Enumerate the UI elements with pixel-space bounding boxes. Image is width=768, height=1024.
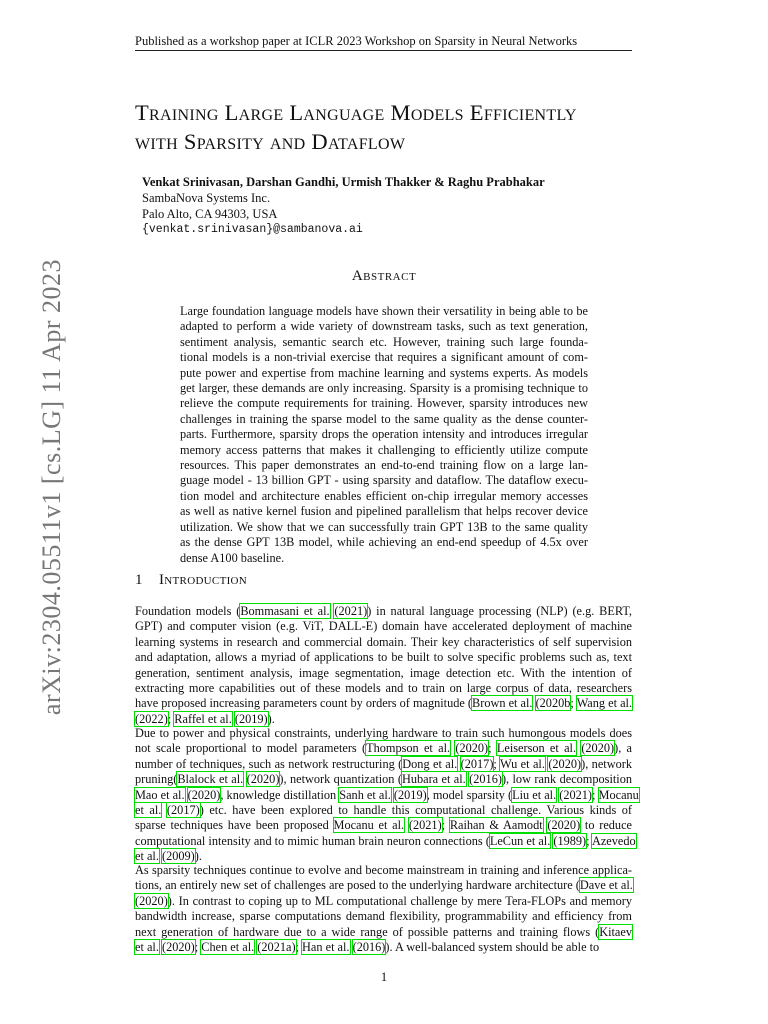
citation-link[interactable]: (2020) [547, 818, 581, 833]
citation-link[interactable]: LeCun et al. [489, 833, 551, 848]
text-run: ). A well-balanced system should be able to [385, 940, 600, 955]
abstract-heading: Abstract [351, 268, 417, 284]
abstract-line: utilization. We show that we can successfully train GPT 13B to the same quality [180, 519, 588, 534]
text-run: GPT) and computer vision (e.g. ViT, DALL-E) domain have accelerated deployment of machine [135, 619, 632, 634]
citation-link[interactable]: Dave et al. [579, 878, 633, 893]
abstract-body [180, 304, 588, 566]
author-block [142, 174, 545, 238]
citation-link[interactable]: Liu et al. [512, 787, 557, 802]
abstract-line: relieve the compute requirements for training. However, sparsity introduces new [180, 396, 588, 411]
citation-link[interactable]: Kitaev [599, 924, 632, 939]
citation-link[interactable]: (2017) [460, 756, 494, 771]
citation-link[interactable]: (2021) [408, 818, 442, 833]
text-run: , knowledge distillation [220, 787, 340, 802]
text-line [135, 925, 632, 940]
citation-link[interactable]: (2016) [352, 940, 386, 955]
text-run: Foundation models ( [135, 604, 241, 618]
citation-link[interactable]: (2020) [548, 756, 582, 771]
abstract-line: guage model - 13 billion GPT - using sparsity and dataflow. The dataflow execu- [180, 473, 588, 488]
citation-link[interactable]: Sanh et al. [339, 787, 391, 802]
author-email: {venkat.srinivasan}@sambanova.ai [142, 223, 363, 236]
abstract-line: dense A100 baseline. [180, 550, 285, 565]
abstract-line: as the dense GPT 13B model, while achieving an end-end speedup of 4.5x over [180, 535, 588, 550]
text-run: ) in natural language processing (NLP) (e.g. BERT, [367, 604, 632, 618]
citation-link[interactable]: (2020) [187, 787, 221, 802]
text-line [135, 635, 632, 650]
text-line [135, 604, 632, 619]
citation-link[interactable]: (2020) [161, 940, 195, 955]
text-run: ). [194, 849, 202, 864]
header-rule [135, 50, 632, 51]
citation-link[interactable]: Mocanu [598, 787, 639, 802]
citation-link[interactable]: (2022) [135, 711, 168, 726]
author-affiliation: SambaNova Systems Inc. [142, 191, 271, 205]
text-line [135, 696, 632, 711]
text-run: ; [167, 711, 175, 726]
paper-title-line-2: with Sparsity and Dataflow [135, 129, 406, 154]
text-run: pruning( [135, 772, 178, 787]
section-number: 1 [135, 572, 143, 588]
text-run: As sparsity techniques continue to evolve and become mainstream in training and inference applica- [135, 863, 632, 877]
text-line [135, 940, 632, 955]
abstract-line: memory access patterns that makes it challenging to efficiently utilize compute [180, 442, 588, 457]
citation-link[interactable]: (2020) [581, 741, 615, 756]
text-run: to reduce [580, 818, 632, 833]
citation-link[interactable]: et al. [135, 940, 159, 955]
citation-link[interactable]: et al. [135, 803, 162, 818]
abstract-line: tional models is a non-trivial exercise that requires a significant amount of com- [180, 350, 588, 365]
citation-link[interactable]: Brown et al. [472, 696, 533, 711]
text-run: ; [194, 940, 202, 955]
citation-link[interactable]: Thompson et al. [366, 741, 451, 756]
intro-paragraph-3 [135, 863, 632, 955]
citation-link[interactable]: Hubara et al. [401, 772, 466, 787]
text-line [135, 681, 632, 696]
abstract-line: adapted to perform a wide variety of downstream tasks, such as text generation, [180, 319, 588, 334]
abstract-line: tion model and architecture enables efficient on-chip irregular memory accesses [180, 488, 588, 503]
citation-link[interactable]: Wang et al. [576, 696, 633, 711]
text-line [135, 863, 632, 878]
text-line [135, 787, 639, 803]
text-line [135, 741, 632, 756]
text-run: computational intensity and to mimic human brain neuron connections ( [135, 833, 490, 848]
text-run: ), network [581, 756, 632, 771]
intro-paragraph-1 [135, 604, 632, 727]
citation-link[interactable]: (2020) [455, 741, 489, 756]
text-run: ). In contrast to coping up to ML computational challenge by mere Tera-FLOPs and memory [167, 893, 632, 908]
abstract-line: parts. Furthermore, sparsity drops the operation intensity and introduces irregular [180, 427, 588, 442]
citation-link[interactable]: (2021a) [257, 940, 296, 955]
text-run: extracting more capabilities out of these models and to train on large corpus of data, researchers [135, 681, 632, 696]
text-run: ; [441, 818, 450, 833]
arxiv-identifier-stamp: arXiv:2304.05511v1 [cs.LG] 11 Apr 2023 [37, 258, 66, 716]
text-run: , model sparsity ( [426, 787, 513, 802]
abstract-line: pute power and expertise from machine learning and systems experts. As models [180, 365, 588, 380]
text-run: ) etc. have been explored to handle this computational challenge. Various kinds of [199, 803, 633, 818]
citation-link[interactable]: Han et al. [302, 940, 350, 955]
text-run: sparse techniques have been proposed [135, 818, 334, 833]
citation-link[interactable]: (2020) [135, 893, 168, 908]
text-line [135, 818, 632, 833]
text-run: number of techniques, such as network restructuring ( [135, 756, 403, 771]
text-run: generation, sentiment analysis, image segmentation, image detection etc. With the intention of [135, 665, 632, 680]
citation-link[interactable]: Azevedo [591, 833, 636, 848]
citation-link[interactable]: (2020b [535, 696, 571, 711]
text-run: ), a [614, 741, 633, 756]
text-line [135, 757, 632, 772]
citation-link[interactable]: Mocanu et al. [333, 818, 405, 833]
section-heading-introduction [135, 572, 247, 589]
text-line [135, 726, 632, 741]
citation-link[interactable]: Bommasani et al. [240, 604, 330, 618]
text-line [135, 712, 632, 727]
citation-link[interactable]: (2017) [166, 803, 200, 818]
text-line [135, 619, 632, 634]
citation-link[interactable]: Raihan & Aamodt [449, 818, 543, 833]
abstract-line: as well as native kernel fusion and pipelined parallelism that helps recover device [180, 504, 588, 519]
citation-link[interactable]: et al. [135, 849, 159, 864]
text-line [135, 878, 632, 893]
text-run: learning systems in research and commercial domain. Their key characteristics of self supervision [135, 634, 632, 649]
citation-link[interactable]: (1989) [553, 833, 587, 848]
citation-link[interactable]: (2019) [393, 787, 427, 802]
paper-title-line-1: Training Large Language Models Efficiently [135, 100, 577, 125]
text-run: Due to power and physical constraints, underlying hardware to train such humongous models does [135, 726, 632, 740]
abstract-line: challenges in training the sparse model to the same quality as the dense counter- [180, 411, 588, 426]
text-run: bandwidth increase, sparse computations demand flexibility, programmability and efficiency from [135, 909, 632, 924]
citation-link[interactable]: (2019) [234, 711, 268, 726]
text-run: have proposed increasing parameters count by orders of magnitude ( [135, 696, 473, 711]
citation-link[interactable]: Wu et al. [500, 756, 545, 771]
abstract-line: get larger, these demands are only increasing. Sparsity is a promising technique to [180, 381, 588, 396]
citation-link[interactable]: (2016) [469, 772, 502, 787]
text-line [135, 666, 632, 681]
intro-paragraph-2 [135, 726, 639, 865]
citation-link[interactable]: Dong et al. [402, 756, 458, 771]
text-run: ; [570, 696, 577, 711]
text-run: ; [295, 940, 303, 955]
citation-link[interactable]: Raffel et al. [174, 711, 232, 726]
author-names: Venkat Srinivasan, Darshan Gandhi, Urmish Thakker & Raghu Prabhakar [142, 175, 545, 189]
text-run: ), network quantization ( [279, 772, 402, 787]
text-run: not scale proportional to model parameters ( [135, 741, 367, 756]
section-name: Introduction [159, 572, 248, 588]
text-line [135, 803, 632, 818]
citation-link[interactable]: Mao et al. [135, 787, 185, 802]
text-run: ), low rank decomposition [501, 772, 632, 787]
text-run: ; [488, 741, 497, 756]
text-line [135, 772, 632, 787]
text-run: ; [586, 833, 592, 848]
page-number: 1 [380, 970, 388, 984]
abstract-line: sentiment analysis, semantic search etc. However, training such large founda- [180, 334, 588, 349]
abstract-line: Large foundation language models have shown their versatility in being able to be [180, 304, 588, 318]
text-run: ). [267, 711, 275, 726]
text-run: and adaptation, allows a myriad of applications to be built to solve specific problems such as, text [135, 650, 632, 665]
text-line [135, 909, 632, 924]
text-line [135, 833, 636, 849]
author-address: Palo Alto, CA 94303, USA [142, 207, 278, 221]
text-line [135, 894, 632, 909]
citation-link[interactable]: (2021) [559, 787, 593, 802]
citation-link[interactable]: Leiserson et al. [496, 741, 577, 756]
running-header: Published as a workshop paper at ICLR 2023 Workshop on Sparsity in Neural Networks [135, 34, 578, 48]
citation-link[interactable]: (2009) [161, 849, 195, 864]
paper-title [135, 98, 655, 156]
text-run: tions, an entirely new set of challenges are posed to the underlying hardware architecture ( [135, 878, 580, 893]
abstract-line: resources. This paper demonstrates an end-to-end training flow on a large lan- [180, 458, 588, 473]
citation-link[interactable]: (2021) [334, 604, 368, 618]
citation-link[interactable]: (2020) [246, 772, 280, 787]
text-run: ; [493, 756, 501, 771]
text-run: next generation of hardware due to a wide range of possible patterns and training flows ( [135, 924, 600, 939]
text-line [135, 650, 632, 665]
citation-link[interactable]: Chen et al. [201, 940, 255, 955]
citation-link[interactable]: Blalock et al. [177, 772, 244, 787]
text-run: ; [592, 787, 599, 802]
